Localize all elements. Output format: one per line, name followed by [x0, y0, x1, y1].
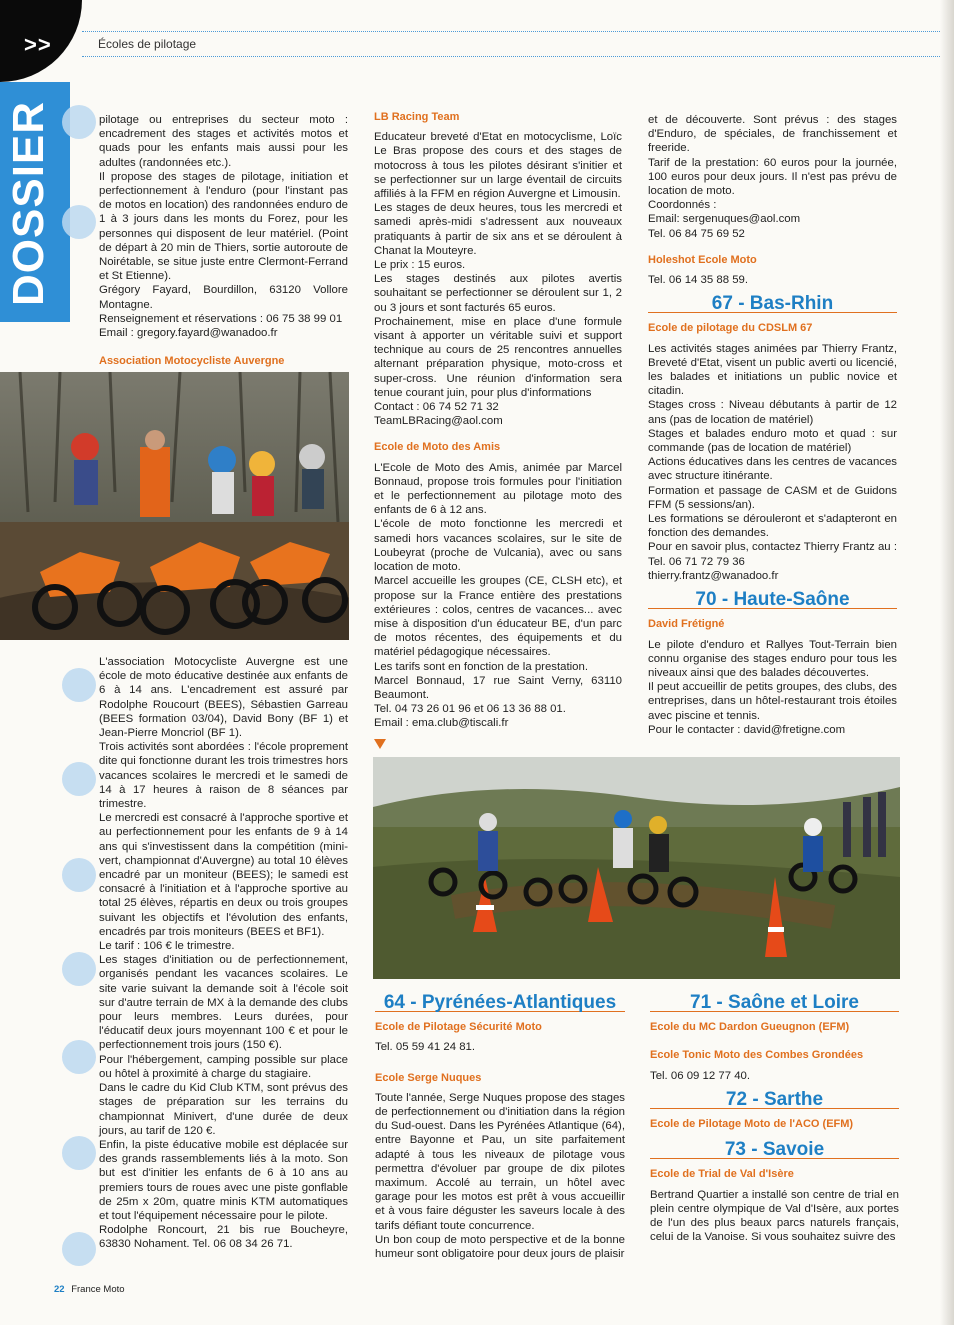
paragraph: Il propose des stages de pilotage, initiation et perfectionnement à l'enduro (pour l'instant pas de motos en location) des randonnées enduro de 1 à 3 jours dans les monts du Forez, pour les personnes qui disposent de leur matériel. (Point de départ à 20 min de Thiers, sortie autoroute de Noirétable, se situe juste entre Clermont-Ferrand et St Etienne). — [99, 170, 348, 283]
paragraph: Stages et balades enduro moto et quad : sur commande (pas de location de matériel) — [648, 427, 897, 455]
paragraph: Le mercredi est consacré à l'approche sportive et au perfectionnement pour les enfants de 9 à 14 ans qui s'investissent dans la compétition (mini-vert, championnat d'Auvergne) au total 10 élèves encadré par un moniteur (BEES); le samedi est consacré à l'initiation et à l'approche sportive au total 25 élèves, répartis en deux ou trois groupes suivant les objectifs et l'évolution des enfants, encadrés par trois moniteurs (BEES et BF1). — [99, 812, 348, 938]
paragraph: Les stages destinés aux pilotes avertis souhaitant se perfectionner se déroulent sur 1, 2 ou 3 jours et sont facturés 65 euros. — [374, 273, 622, 314]
paragraph: L'école de moto fonctionne les mercredi et samedi hors vacances scolaires, sur le site de Loubeyrat (proche de Vulcania), avec ou sans location de moto. — [374, 518, 622, 574]
dept-64: 64 - Pyrénées-Atlantiques — [375, 996, 625, 1012]
header-rule-bottom — [82, 56, 940, 57]
heading-cdslm: Ecole de pilotage du CDSLM 67 — [648, 322, 813, 335]
dept-70: 70 - Haute-Saône — [648, 593, 897, 609]
decor-bubble — [62, 668, 96, 702]
photo-motocross-field — [373, 757, 900, 979]
paragraph: pilotage ou entreprises du secteur moto : encadrement des stages et activités motos et quads pour les enfants mais aussi pour les adultes (randonnées etc.). — [99, 114, 348, 169]
paragraph: Tarif de la prestation: 60 euros pour la journée, 100 euros pour deux jours. Il n'est pas prévu de location de moto. — [648, 156, 897, 198]
email-link[interactable]: Email: sergenuques@aol.com — [648, 213, 801, 226]
corner-badge — [0, 0, 82, 82]
magazine-name: France Moto — [71, 1284, 125, 1295]
dept-72: 72 - Sarthe — [650, 1093, 899, 1109]
email-link[interactable]: thierry.frantz@wanadoo.fr — [648, 569, 779, 582]
triangle-down-icon — [374, 739, 386, 749]
paragraph: Marcel Bonnaud, 17 rue Saint Verny, 63110 Beaumont. — [374, 674, 622, 701]
decor-bubble — [62, 858, 96, 892]
paragraph: Email : gregory.fayard@wanadoo.fr — [99, 327, 278, 340]
email-link[interactable]: TeamLBRacing@aol.com — [374, 415, 503, 428]
paragraph: Les formations se dérouleront et s'adapteront en fonction des demandes. — [648, 513, 897, 540]
paragraph: Le tarif : 106 € le trimestre. — [99, 940, 235, 953]
decor-bubble — [62, 205, 96, 239]
paragraph: Il peut accueillir de petits groupes, des clubs, des entreprises, dans un hôtel-restaurant trois étoiles avec piscine et tennis. — [648, 681, 897, 722]
column-1-intro — [99, 113, 348, 374]
column-1-body — [99, 655, 348, 1252]
paragraph: Les tarifs sont en fonction de la prestation. — [374, 660, 589, 673]
paragraph: Pour en savoir plus, contactez Thierry Frantz au : Tel. 06 71 72 79 36 — [648, 541, 897, 568]
paragraph: Grégory Fayard, Bourdillon, 63120 Vollore Montagne. — [99, 284, 348, 311]
dept-73: 73 - Savoie — [650, 1143, 899, 1159]
heading-serge-nuques: Ecole Serge Nuques — [375, 1071, 482, 1084]
paragraph: et de découverte. Sont prévus : des stages d'Enduro, de spéciales, de franchissement et freeride. — [648, 114, 897, 155]
decor-bubble — [62, 762, 96, 796]
paragraph: Marcel accueille les groupes (CE, CLSH etc), et propose sur la France entière des prestations extérieures : colos, centres de vacances... avec mise à disposition d'un éducateur BE, d'un parc de motos récentes, des équipements et du matériel pédagogique nécessaires. — [374, 575, 622, 659]
column-4 — [375, 990, 625, 1261]
email-link[interactable]: Email : ema.club@tiscali.fr — [374, 717, 509, 730]
paragraph: Bertrand Quartier a installé son centre de trial en plein centre olympique de Val d'Isère, aux portes de l'un des plus beaux parcs naturels français, celui de la Vanoise. Si vous souhaitez suivre des — [650, 1188, 899, 1244]
paragraph: Trois activités sont abordées : l'école proprement dite qui fonctionne durant les trois trimestres hors vacances scolaires le mercredi et le samedi de 14 à 17 heures à raison de 8 séances par trimestre. — [99, 741, 348, 811]
paragraph: Un bon coup de moto perspective et de la bonne humeur sont obligatoire pour deux jours de plaisir — [375, 1233, 625, 1261]
heading-aco: Ecole de Pilotage Moto de l'ACO (EFM) — [650, 1118, 854, 1131]
decor-bubble — [62, 1232, 96, 1266]
paragraph: Actions éducatives dans les centres de vacances avec structure itinérante. — [648, 456, 897, 483]
header-rule-top — [82, 31, 940, 32]
paragraph: Les stages de deux heures, tous les mercredi et samedi après-midi s'adressent aux nouveaux pratiquants à partir de six ans et se déroulent à Chanat la Mouteyre. — [374, 202, 622, 257]
page-number: 22 — [54, 1284, 65, 1295]
paragraph: Enfin, la piste éducative mobile est déplacée sur des grands rassemblements liés à la moto. Son but est d'initier les enfants de 6 à 10 ans au premiers tours de roues avec une piste gonflable de 25m x 20m, quatre minis KTM automatiques et tout l'équipement nécessaire pour le pilote. — [99, 1138, 348, 1222]
heading-association-auvergne: Association Motocycliste Auvergne — [99, 355, 285, 368]
heading-val-disere: Ecole de Trial de Val d'Isère — [650, 1168, 794, 1181]
heading-dardon: Ecole du MC Dardon Gueugnon (EFM) — [650, 1021, 850, 1034]
heading-fretigne: David Frétigné — [648, 618, 725, 631]
paragraph: Formation et passage de CASM et de Guidons FFM (5 sessions/an). — [648, 484, 897, 511]
email-link[interactable]: Pour le contacter : david@fretigne.com — [648, 723, 846, 736]
column-2 — [374, 102, 622, 749]
page-edge-shadow — [940, 0, 954, 1325]
column-5 — [650, 990, 899, 1244]
decor-bubble — [62, 105, 96, 139]
paragraph: Tel. 05 59 41 24 81. — [375, 1041, 476, 1054]
chevron-right-icon: >> — [24, 32, 52, 57]
paragraph: Prochainement, mise en place d'une formule visant à apporter un véritable suivi et support technique au cours de 25 rencontres annuelles alternant préparation physique, moto-cross et super-cross. Une réunion d'information sera tenue courant juin, pour plus d'informations — [374, 315, 622, 399]
paragraph: Tel. 06 14 35 88 59. — [648, 274, 749, 287]
photo-kids-motocross — [0, 372, 349, 640]
decor-bubble — [62, 1040, 96, 1074]
paragraph: Renseignement et réservations : 06 75 38 99 01 — [99, 312, 343, 325]
paragraph: Toute l'année, Serge Nuques propose des stages de perfectionnement ou d'initiation dans la région du Sud-ouest. Dans les Pyrénées Atlantique (64), entre Bayonne et Pau, un site parfaitement adapté à tous les niveaux de pilotage vous permettra d'évoluer par groupe de dix pilotes maximum. Accolé au terrain, un hôtel avec garage pour les motos est prêt à vous accueillir et à vous faire déguster les saveurs locale à des tarifs défiant toute concurrence. — [375, 1091, 625, 1232]
section-title: Écoles de pilotage — [98, 37, 197, 51]
paragraph: Tel. 06 09 12 77 40. — [650, 1069, 751, 1082]
paragraph: L'Ecole de Moto des Amis, animée par Marcel Bonnaud, propose trois formules pour l'initiation et le perfectionnement au pilotage moto des enfants de 6 à 12 ans. — [374, 461, 622, 517]
decor-bubble — [62, 952, 96, 986]
paragraph: Tel. 06 84 75 69 52 — [648, 227, 745, 240]
paragraph: L'association Motocycliste Auvergne est une école de moto éducative destinée aux enfants de 6 à 14 ans. L'encadrement est assuré par Rodolphe Roucourt (BEES), Sébastien Garreau (BEES formation 03/04), David Bony (BF 1) et Jean-Pierre Moncriol (BF 1). — [99, 656, 348, 740]
heading-ecole-amis: Ecole de Moto des Amis — [374, 441, 501, 454]
heading-securite-moto: Ecole de Pilotage Sécurité Moto — [375, 1021, 542, 1034]
heading-lb-racing: LB Racing Team — [374, 111, 460, 123]
paragraph: Dans le cadre du Kid Club KTM, sont prévus des stages de préparation sur les terrains du championnat Minivert, d'une durée de deux jours, au tarif de 120 €. — [99, 1082, 348, 1137]
page-footer — [54, 1284, 125, 1295]
paragraph: Les stages d'initiation ou de perfectionnement, organisés pendant les vacances scolaires. Le site varie suivant la demande soit à l'école soit sur d'autre terrain de MX à la demande des clubs pour leurs membres. Leurs durées, pour l'éducatif deux jours moyennant 100 € et pour le perfectionnement trois jours (150 €). — [99, 954, 348, 1052]
heading-tonic-moto: Ecole Tonic Moto des Combes Grondées — [650, 1049, 864, 1062]
paragraph: Tel. 04 73 26 01 96 et 06 13 36 88 01. — [374, 703, 566, 716]
heading-holeshot: Holeshot Ecole Moto — [648, 253, 757, 266]
dept-71: 71 - Saône et Loire — [650, 996, 899, 1012]
paragraph: Coordonnés : — [648, 199, 717, 212]
paragraph: Les activités stages animées par Thierry Frantz, Breveté d'Etat, visent un public averti ou licencié, les balades et initiations un public novice et citadin. — [648, 342, 897, 398]
paragraph: Pour l'hébergement, camping possible sur place ou hôtel à proximité à charge du stagiaire. — [99, 1053, 348, 1080]
decor-bubble — [62, 1136, 96, 1170]
paragraph: Contact : 06 74 52 71 32 — [374, 401, 499, 414]
paragraph: Rodolphe Roncourt, 21 bis rue Boucheyre, 63830 Nohament. Tel. 06 08 34 26 71. — [99, 1224, 348, 1251]
paragraph: Stages cross : Niveau débutants à partir de 12 ans (pas de location de matériel) — [648, 399, 897, 426]
dept-67: 67 - Bas-Rhin — [648, 297, 897, 313]
column-3 — [648, 113, 897, 737]
paragraph: Educateur breveté d'Etat en motocyclisme, Loïc Le Bras propose des cours et des stages de motocross à tous les pilotes désirant s'initier et se perfectionner sur un large éventail de circuits affiliés à la FFM en région Auvergne et Limousin. — [374, 131, 622, 201]
paragraph: Le prix : 15 euros. — [374, 259, 466, 272]
paragraph: Le pilote d'enduro et Rallyes Tout-Terrain bien connu organise des stages enduro pour tous les niveaux ainsi que des balades découvertes. — [648, 638, 897, 679]
dossier-label: DOSSIER — [4, 100, 53, 306]
